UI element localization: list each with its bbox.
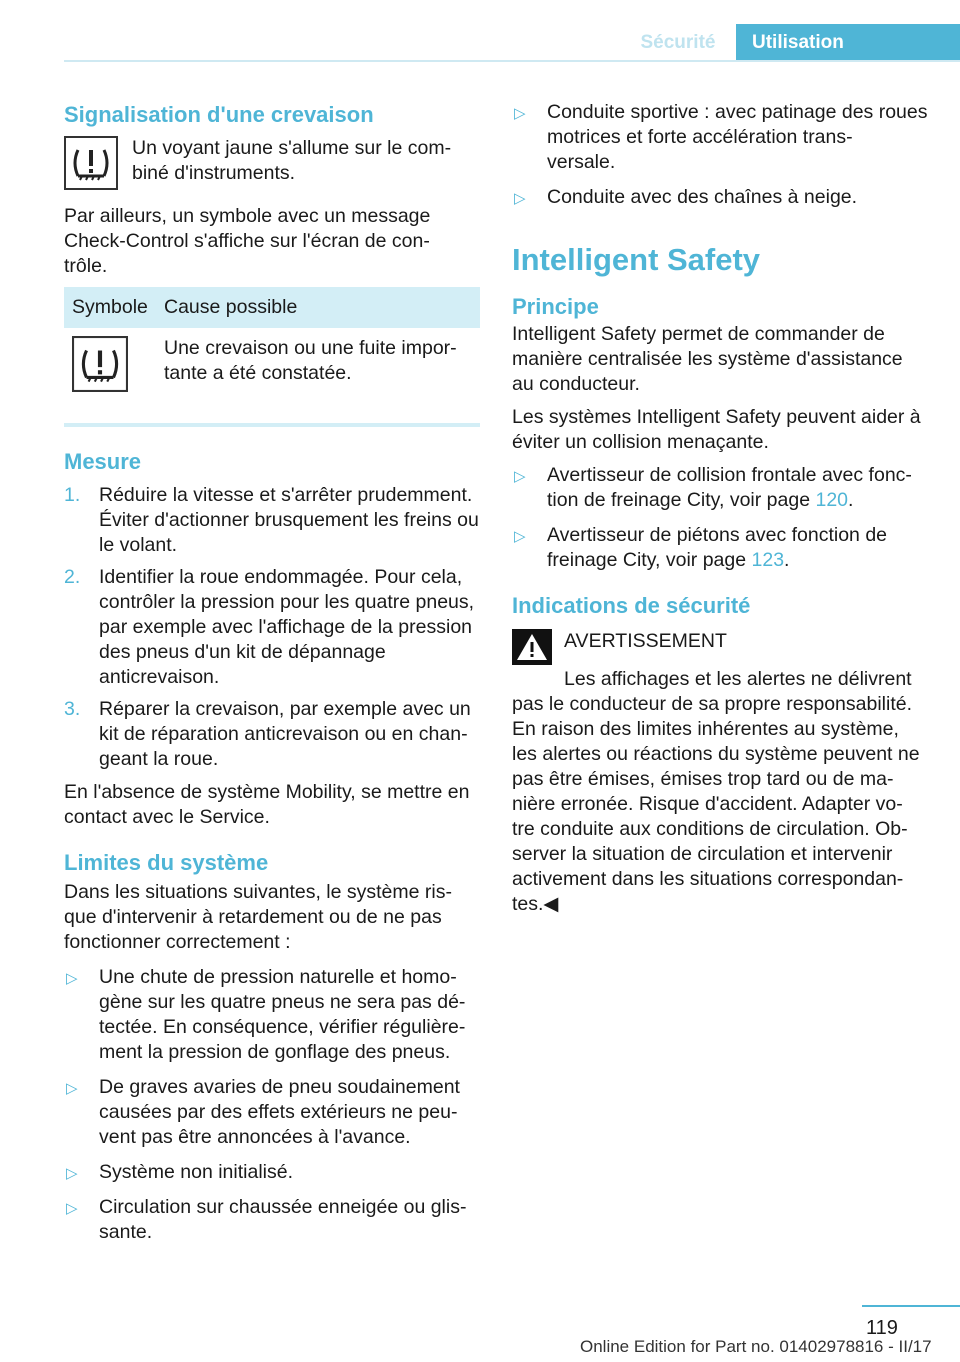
step-text: Identifier la roue endommagée. Pour cela, contrôler la pression pour les quatre pneus, par exemple avec l'affichage de la pression des pneus d'un kit de dépannage anticrevaison.: [99, 566, 475, 688]
bullet-text: Avertisseur de piétons avec fonction de freinage City, voir page: [547, 524, 888, 571]
footer-edition: Online Edition for Part no. 01402978816 - II/17: [580, 1337, 932, 1356]
bullet-text: Circulation sur chaussée enneigée ou glis- sante.: [99, 1196, 467, 1243]
bullet-text: Système non initialisé.: [99, 1161, 294, 1183]
table-row: [64, 328, 480, 413]
triangle-bullet-icon: ▷: [66, 1165, 78, 1182]
triangle-bullet-icon: ▷: [514, 528, 526, 545]
list-item: [64, 697, 480, 772]
bullet-text: Une chute de pression naturelle et homo- gène sur les quatre pneus ne sera pas dé- tectée. En conséquence, vérifier régulière- ment la pression de gonflage des pneus.: [99, 966, 466, 1063]
principe-paragraph-2: Les systèmes Intelligent Safety peuvent aider à éviter un collision menaçante.: [512, 406, 921, 453]
conditions-bullets: [512, 100, 928, 210]
bullet-end: .: [784, 549, 790, 571]
tire-pressure-icon: [72, 375, 128, 397]
step-number: 3.: [64, 698, 81, 720]
list-item: [64, 1160, 480, 1185]
section-title-limites: Limites du système: [64, 850, 269, 875]
principe-paragraph-1: Intelligent Safety permet de commander de manière centralisée les système d'assistance au conducteur.: [512, 323, 903, 395]
warning-text: Les affichages et les alertes ne délivrent pas le conducteur de sa propre responsabilité. En raison des limites inhérentes au système, les alertes ou réactions du système peuvent ne pas être émises, émises trop tard ou de ma- nière erronée. Risque d'accident. Adapter vo- tre conduite aux conditions de circulation. Ob- server la situation de circulation et intervenir activement dans les situations correspondan- tes.◀: [512, 668, 920, 915]
symbol-table-header-symbol: Symbole: [64, 287, 156, 328]
list-item: [512, 100, 928, 175]
tire-warning-text: Un voyant jaune s'allume sur le com- biné d'instruments.: [132, 137, 452, 184]
right-column: [512, 100, 928, 925]
table-bottom-rule: [64, 423, 480, 427]
page-number: 119: [866, 1317, 898, 1339]
symbol-table: [64, 287, 480, 413]
header-divider: [64, 60, 960, 62]
tire-pressure-icon: [64, 136, 118, 190]
section-title-crevaison: Signalisation d'une crevaison: [64, 102, 374, 127]
triangle-bullet-icon: ▷: [514, 468, 526, 485]
bullet-text: De graves avaries de pneu soudainement causées par des effets extérieurs ne peu- vent pas être annoncées à l'avance.: [99, 1076, 460, 1148]
triangle-bullet-icon: ▷: [66, 1080, 78, 1097]
list-item: [64, 965, 480, 1065]
left-column: [64, 100, 480, 1255]
principe-bullets: [512, 463, 928, 573]
limites-intro: Dans les situations suivantes, le système ris- que d'intervenir à retardement ou de ne pas fonctionner correctement :: [64, 881, 452, 953]
list-item: [512, 523, 928, 573]
step-number: 2.: [64, 566, 81, 588]
page-link-123[interactable]: 123: [751, 549, 785, 571]
section-title-mesure: Mesure: [64, 449, 142, 474]
triangle-bullet-icon: ▷: [514, 190, 526, 207]
bullet-end: .: [848, 489, 854, 511]
bullet-text: Conduite sportive : avec patinage des roues motrices et forte accélération trans- versale.: [547, 101, 928, 173]
list-item: [64, 483, 480, 558]
triangle-bullet-icon: ▷: [66, 970, 78, 987]
symbol-cell: [64, 328, 156, 413]
main-title-intelligent-safety: Intelligent Safety: [512, 242, 761, 277]
mobility-paragraph: En l'absence de système Mobility, se mettre en contact avec le Service.: [64, 781, 470, 828]
step-number: 1.: [64, 484, 81, 506]
list-item: [512, 463, 928, 513]
check-control-paragraph: Par ailleurs, un symbole avec un message Check-Control s'affiche sur l'écran de con- trôle.: [64, 205, 431, 277]
list-item: [64, 1075, 480, 1150]
warning-triangle-icon: [512, 629, 552, 665]
bullet-text: Avertisseur de collision frontale avec fonc- tion de freinage City, voir page: [547, 464, 912, 511]
limites-bullets: [64, 965, 480, 1245]
bullet-text: Conduite avec des chaînes à neige.: [547, 186, 858, 208]
symbol-table-header-cause: Cause possible: [156, 287, 480, 328]
list-item: [64, 1195, 480, 1245]
header-tab-securite[interactable]: Sécurité: [640, 32, 716, 53]
step-text: Réduire la vitesse et s'arrêter prudemment. Éviter d'actionner brusquement les freins ou le volant.: [99, 484, 479, 556]
list-item: [512, 185, 928, 210]
tire-warning-row: [64, 136, 480, 190]
triangle-bullet-icon: ▷: [514, 105, 526, 122]
section-title-principe: Principe: [512, 294, 599, 319]
warning-row: [512, 627, 928, 665]
mesure-steps: [64, 483, 480, 772]
header-tab-utilisation[interactable]: Utilisation: [736, 24, 960, 62]
warning-label: AVERTISSEMENT: [564, 630, 727, 652]
cause-cell: Une crevaison ou une fuite impor- tante a été constatée.: [164, 337, 457, 384]
triangle-bullet-icon: ▷: [66, 1200, 78, 1217]
page-link-120[interactable]: 120: [815, 489, 849, 511]
section-title-securite: Indications de sécurité: [512, 593, 751, 618]
step-text: Réparer la crevaison, par exemple avec un kit de réparation anticrevaison ou en chan- geant la roue.: [99, 698, 471, 770]
list-item: [64, 565, 480, 690]
footer-divider: [862, 1305, 960, 1307]
